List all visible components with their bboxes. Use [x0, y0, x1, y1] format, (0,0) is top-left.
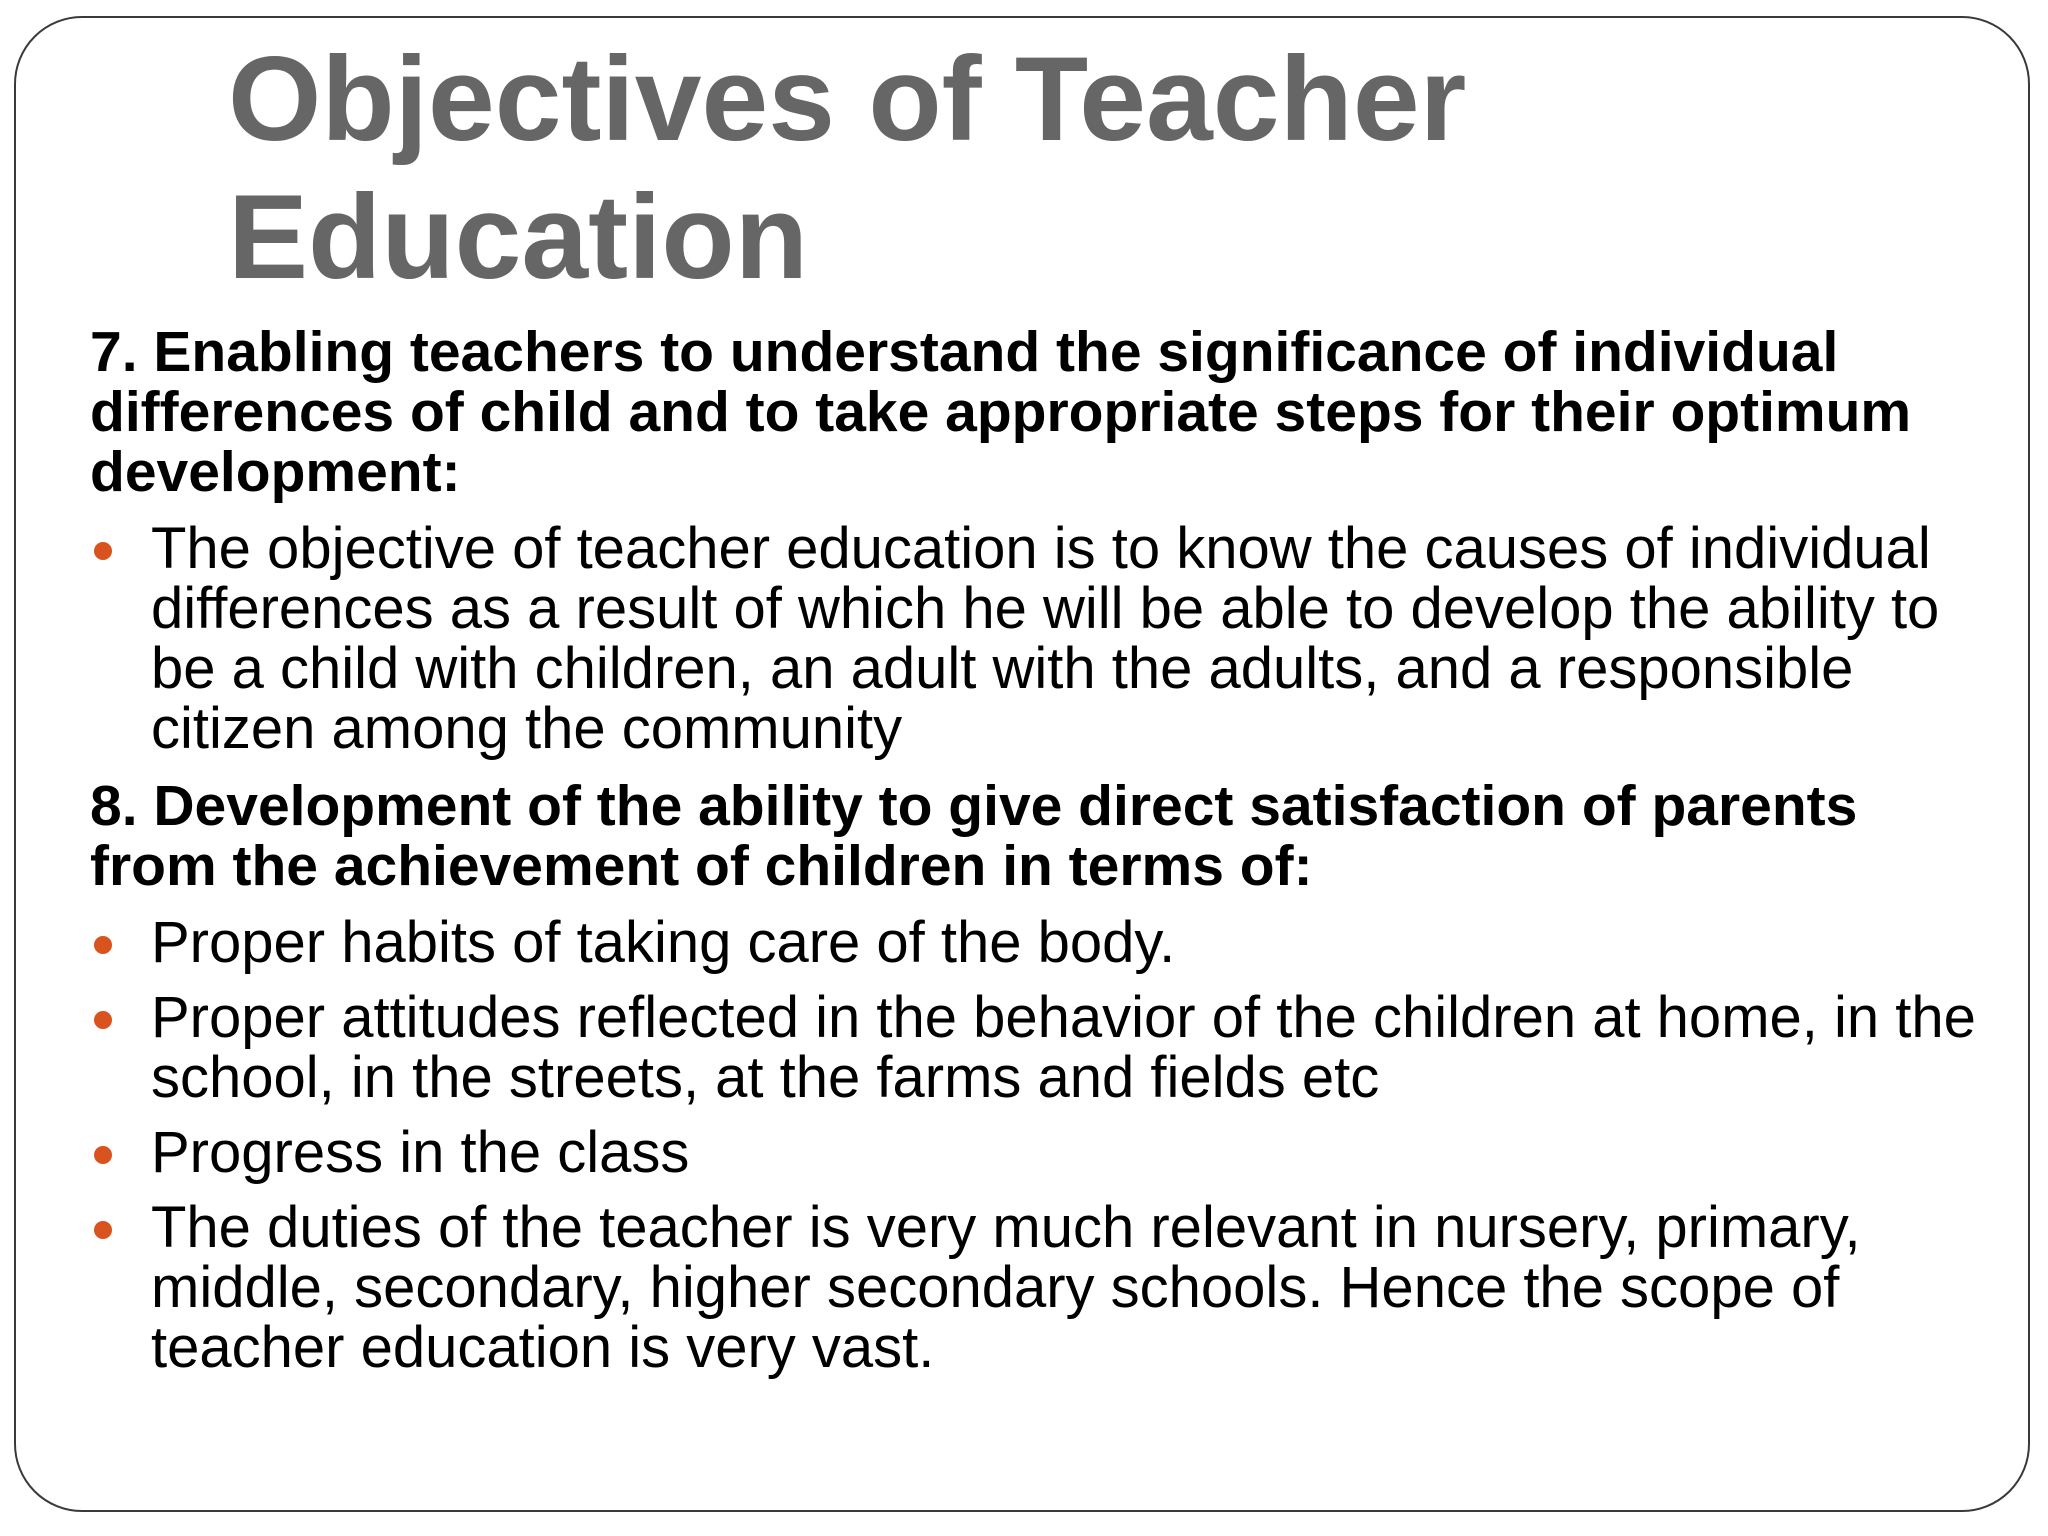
bullet-text: The objective of teacher education is to know the causes of individual differences as a result of which he will be able to develop the ability to be a child with children, an adult with the adults, and a responsible citizen among the community: [151, 516, 1940, 761]
bullet-dot-icon: [94, 542, 112, 560]
list-item: [90, 985, 1990, 1110]
bullet-dot-icon: [94, 1011, 112, 1029]
bullet-text: Proper attitudes reflected in the behavior of the children at home, in the school, in the streets, at the farms and fields etc: [151, 985, 1976, 1110]
bullet-dot-icon: [94, 936, 112, 954]
section-heading-8: 8. Development of the ability to give direct satisfaction of parents from the achievement of children in terms of:: [90, 774, 1858, 898]
slide-title: Objectives of Teacher Education: [228, 32, 1467, 304]
section-heading-7: 7. Enabling teachers to understand the significance of individual differences of child and to take appropriate steps for their optimum development:: [90, 320, 1912, 504]
bullet-list-7: [90, 516, 1990, 761]
bullet-text: Proper habits of taking care of the body.: [151, 910, 1176, 975]
bullet-list-8: [90, 910, 1990, 1380]
list-item: [90, 1195, 1990, 1380]
bullet-dot-icon: [94, 1146, 112, 1164]
list-item: [90, 516, 1990, 761]
bullet-text: The duties of the teacher is very much relevant in nursery, primary, middle, secondary, higher secondary schools. Hence the scope of teacher education is very vast.: [151, 1195, 1861, 1380]
slide-content: [90, 322, 1990, 1378]
list-item: [90, 1120, 1990, 1185]
bullet-text: Progress in the class: [151, 1120, 690, 1185]
bullet-dot-icon: [94, 1221, 112, 1239]
list-item: [90, 910, 1990, 975]
